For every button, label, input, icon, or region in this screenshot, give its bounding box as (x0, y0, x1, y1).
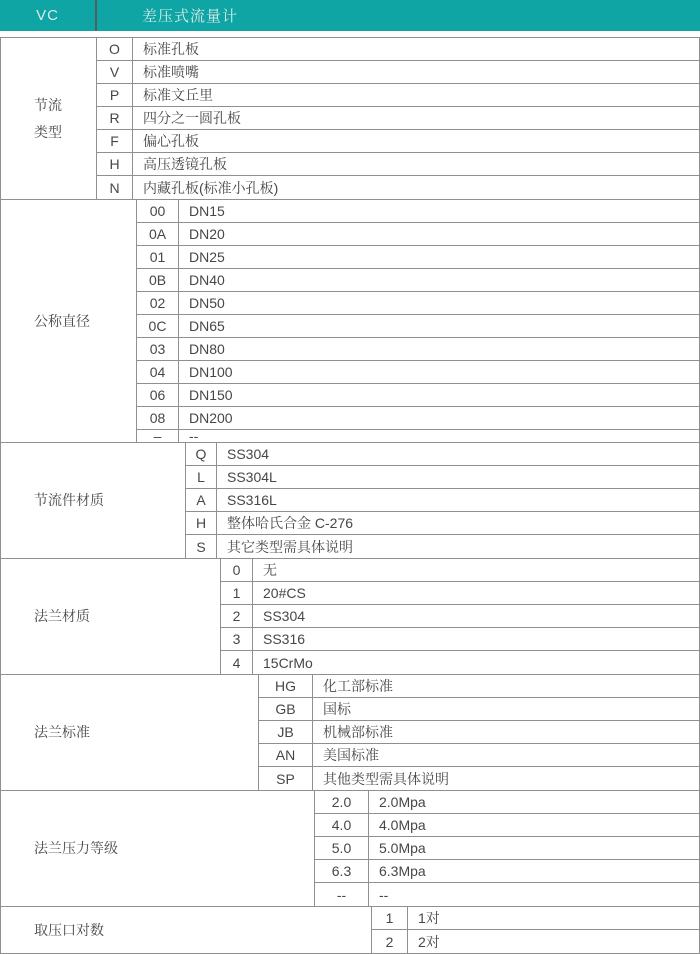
code-cell: A (185, 489, 217, 511)
table-header (0, 0, 700, 31)
description-cell: 化工部标准 (323, 678, 393, 694)
code-cell: -- (314, 883, 369, 906)
description-cell: SS304 (227, 446, 270, 462)
description-cell: 无 (263, 562, 277, 578)
header-title: 差压式流量计 (142, 8, 239, 25)
section-label-line: 取压口对数 (34, 921, 104, 938)
code-cell: H (96, 153, 133, 175)
code-cell: 4 (220, 651, 253, 674)
table-row (220, 559, 699, 582)
section-throttle-type (1, 38, 699, 199)
section-label-flange-material (1, 559, 220, 674)
table-row (220, 605, 699, 628)
section-label-throttle-part-material (1, 443, 185, 558)
description-cell: DN50 (189, 295, 225, 311)
code-cell: HG (258, 675, 313, 697)
code-cell: 2 (220, 605, 253, 627)
description-cell: 整体哈氏合金 C-276 (227, 515, 354, 531)
code-cell: 01 (136, 246, 179, 268)
code-cell: SP (258, 767, 313, 790)
section-rows (185, 443, 699, 558)
code-cell: GB (258, 698, 313, 720)
description-cell: DN40 (189, 272, 225, 288)
description-cell: SS316 (263, 631, 306, 647)
code-cell: P (96, 84, 133, 106)
section-pressure-tap-pairs (1, 906, 699, 953)
code-cell: L (185, 466, 217, 488)
table-row (96, 107, 699, 130)
code-cell: 06 (136, 384, 179, 406)
code-cell: S (185, 535, 217, 558)
section-label-line: 法兰材质 (34, 608, 90, 624)
code-cell: 03 (136, 338, 179, 360)
code-cell: 3 (220, 628, 253, 650)
code-cell: N (96, 176, 133, 199)
code-cell: 00 (136, 200, 179, 222)
code-cell: R (96, 107, 133, 129)
table-row (258, 698, 699, 721)
code-cell: 4.0 (314, 814, 369, 836)
description-cell: DN80 (189, 341, 225, 357)
table-row (258, 767, 699, 790)
code-cell: 2.0 (314, 791, 369, 813)
description-cell: 其它类型需具体说明 (227, 538, 353, 555)
section-rows (136, 200, 699, 442)
description-cell: 标准喷嘴 (143, 64, 199, 80)
description-cell: SS316L (227, 492, 277, 508)
code-cell: 02 (136, 292, 179, 314)
code-cell: JB (258, 721, 313, 743)
table-row (258, 675, 699, 698)
table-row (136, 430, 699, 442)
section-rows (314, 791, 699, 906)
table-row (258, 744, 699, 767)
code-cell: F (96, 130, 133, 152)
code-cell: Q (185, 443, 217, 465)
section-rows (371, 907, 699, 953)
section-rows (258, 675, 699, 790)
description-cell: 内藏孔板(标准小孔板) (143, 179, 279, 196)
description-cell: 标准文丘里 (143, 87, 213, 103)
section-label-line: 公称直径 (34, 312, 90, 329)
table-row (96, 61, 699, 84)
code-cell: AN (258, 744, 313, 766)
description-cell: DN150 (189, 387, 233, 403)
code-cell: 1 (220, 582, 253, 604)
section-label-nominal-diameter (1, 200, 136, 442)
table-row (220, 651, 699, 674)
table-row (96, 130, 699, 153)
description-cell: 4.0Mpa (379, 817, 426, 833)
description-cell: DN200 (189, 410, 233, 426)
code-cell: 08 (136, 407, 179, 429)
description-cell: 机械部标准 (323, 724, 393, 740)
table-row (136, 315, 699, 338)
table-row (136, 338, 699, 361)
table-row (96, 38, 699, 61)
section-label-line: 法兰压力等级 (34, 840, 118, 856)
description-cell: DN20 (189, 226, 225, 242)
table-row (185, 489, 699, 512)
table-row (185, 535, 699, 558)
table-row (136, 384, 699, 407)
description-cell: SS304 (263, 608, 306, 624)
table-row (136, 200, 699, 223)
table-body (0, 37, 700, 954)
code-cell: 04 (136, 361, 179, 383)
description-cell: 5.0Mpa (379, 840, 426, 856)
description-cell: 2对 (418, 933, 440, 950)
section-flange-standard (1, 674, 699, 790)
section-throttle-part-material (1, 442, 699, 558)
description-cell: 标准孔板 (143, 41, 199, 57)
section-rows (220, 559, 699, 674)
table-row (136, 223, 699, 246)
table-row (314, 791, 699, 814)
section-rows (96, 38, 699, 199)
section-label-line: 节流件材质 (34, 492, 104, 508)
description-cell: 6.3Mpa (379, 863, 426, 879)
table-row (258, 721, 699, 744)
section-label-line: 节流 (34, 96, 62, 113)
description-cell: DN25 (189, 249, 225, 265)
code-cell: H (185, 512, 217, 534)
table-row (314, 860, 699, 883)
description-cell: DN100 (189, 364, 233, 380)
table-row (136, 246, 699, 269)
code-cell: 6.3 (314, 860, 369, 882)
section-label-flange-standard (1, 675, 258, 790)
table-row (220, 582, 699, 605)
code-cell: 5.0 (314, 837, 369, 859)
description-cell: DN15 (189, 203, 225, 219)
table-row (371, 930, 699, 953)
description-cell: 国标 (323, 701, 351, 717)
table-row (185, 443, 699, 466)
description-cell: 2.0Mpa (379, 794, 426, 810)
code-cell: 0B (136, 269, 179, 291)
description-cell: 四分之一圆孔板 (143, 110, 241, 126)
table-row (136, 292, 699, 315)
table-row (314, 883, 699, 906)
section-flange-pressure-rating (1, 790, 699, 906)
code-cell: 2 (371, 930, 408, 953)
description-cell: 20#CS (263, 585, 306, 601)
table-row (314, 837, 699, 860)
section-label-pressure-tap-pairs (1, 907, 371, 953)
code-cell: O (96, 38, 133, 60)
model-code: VC (36, 7, 59, 24)
table-row (185, 466, 699, 489)
table-row (136, 407, 699, 430)
description-cell: DN65 (189, 318, 225, 334)
section-label-line: 法兰标准 (34, 724, 90, 740)
description-cell: 美国标准 (323, 747, 379, 763)
section-label-throttle-type (1, 38, 96, 199)
table-row (136, 269, 699, 292)
section-flange-material (1, 558, 699, 674)
table-row (96, 153, 699, 176)
table-row (136, 361, 699, 384)
table-row (314, 814, 699, 837)
section-label-line: 类型 (34, 123, 62, 140)
table-row (96, 176, 699, 199)
description-cell: -- (379, 886, 389, 903)
description-cell: 15CrMo (263, 654, 313, 671)
description-cell: 高压透镜孔板 (143, 156, 227, 172)
code-cell: 1 (371, 907, 408, 929)
description-cell: SS304L (227, 469, 277, 485)
table-row (185, 512, 699, 535)
code-cell: – (136, 430, 179, 442)
code-cell: 0 (220, 559, 253, 581)
code-cell: 0A (136, 223, 179, 245)
section-nominal-diameter (1, 199, 699, 442)
table-row (371, 907, 699, 930)
table-row (220, 628, 699, 651)
description-cell: 1对 (418, 910, 440, 926)
section-label-flange-pressure-rating (1, 791, 314, 906)
code-cell: V (96, 61, 133, 83)
code-cell: 0C (136, 315, 179, 337)
description-cell: 其他类型需具体说明 (323, 770, 449, 787)
table-row (96, 84, 699, 107)
description-cell: 偏心孔板 (143, 133, 199, 149)
description-cell: -- (189, 430, 199, 442)
